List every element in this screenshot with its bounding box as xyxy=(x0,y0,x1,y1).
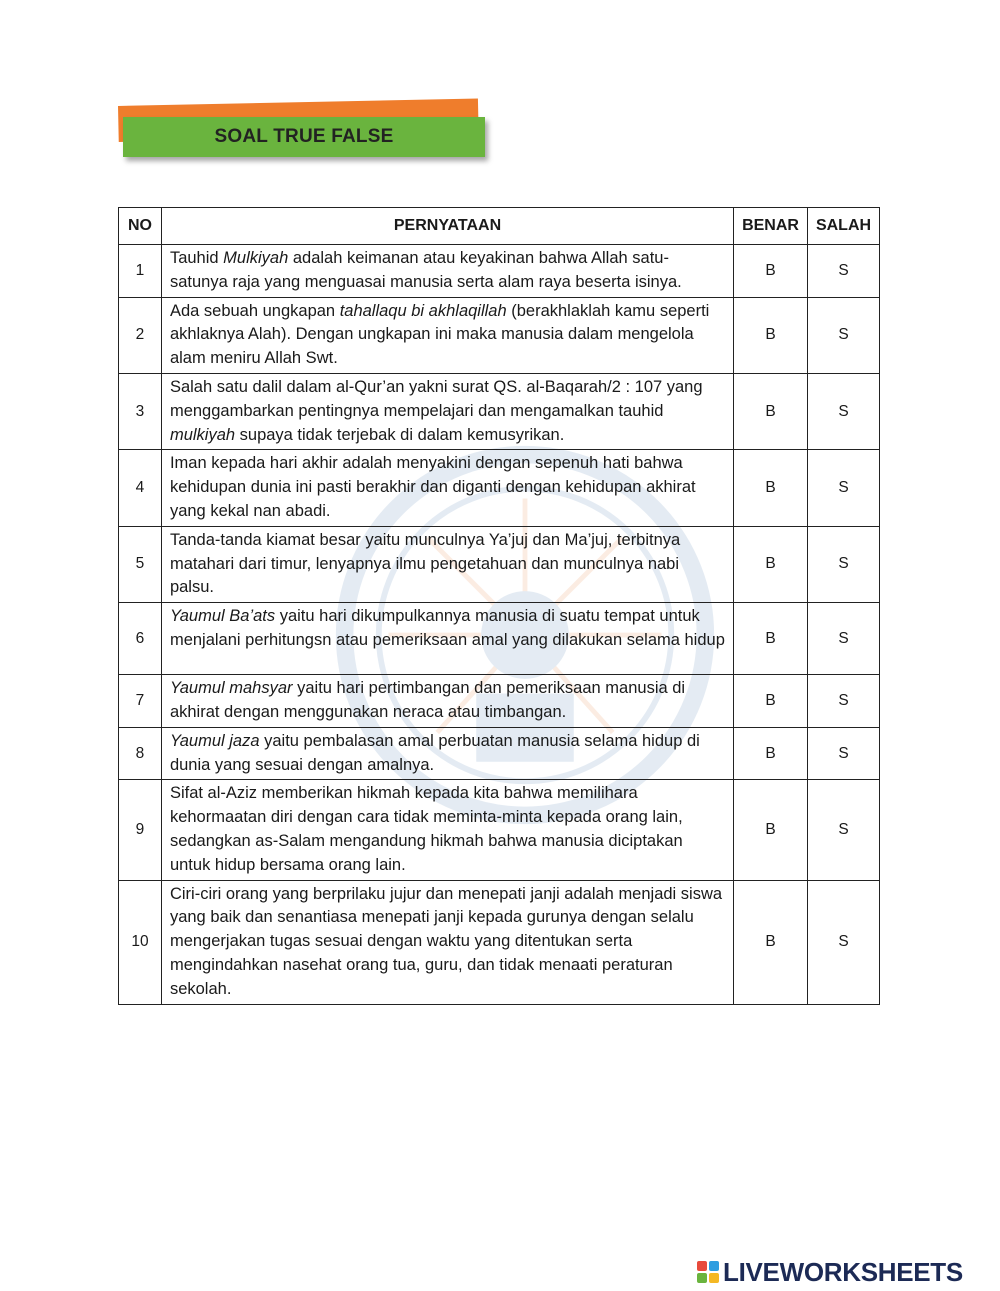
answer-benar-option[interactable]: B xyxy=(734,450,808,526)
row-number: 6 xyxy=(119,603,162,675)
row-number: 1 xyxy=(119,245,162,298)
statement-text: (berakhlaklah kamu seperti akhlaknya Alah). Dengan ungkapan ini maka manusia dalam mengelola alam meniru Allah Swt. xyxy=(169,301,710,368)
statement-italic-term: mulkiyah xyxy=(169,425,236,444)
answer-benar-option[interactable]: B xyxy=(734,880,808,1004)
statement-text: Ada sebuah ungkapan xyxy=(169,301,340,320)
statement-cell xyxy=(161,245,733,298)
answer-salah-option[interactable]: S xyxy=(808,675,880,728)
answer-salah-option[interactable]: S xyxy=(808,245,880,298)
answer-benar-option[interactable]: B xyxy=(734,245,808,298)
page-title: SOAL TRUE FALSE xyxy=(214,126,394,147)
statement-text: supaya tidak terjebak di dalam kemusyrikan. xyxy=(235,425,565,444)
row-number: 5 xyxy=(119,526,162,602)
statement-text: Tauhid xyxy=(169,249,224,267)
quiz-table xyxy=(118,207,880,1005)
row-number: 9 xyxy=(119,780,162,880)
table-row xyxy=(119,297,880,373)
statement-cell xyxy=(161,373,733,449)
answer-salah-option[interactable]: S xyxy=(808,526,880,602)
table-row xyxy=(119,373,880,449)
answer-benar-option[interactable]: B xyxy=(734,780,808,880)
table-row xyxy=(119,727,880,780)
statement-cell xyxy=(161,780,733,880)
header-statement: PERNYATAAN xyxy=(161,208,733,245)
statement-text: yaitu pembalasan amal perbuatan manusia selama hidup di dunia yang sesuai dengan amalnya. xyxy=(169,731,700,774)
table-row xyxy=(119,780,880,880)
table-row xyxy=(119,245,880,298)
row-number: 4 xyxy=(119,450,162,526)
statement-italic-term: tahallaqu bi akhlaqillah xyxy=(339,301,507,320)
title-banner xyxy=(118,104,488,164)
statement-cell xyxy=(161,675,733,728)
statement-cell xyxy=(161,526,733,602)
header-no: NO xyxy=(119,208,162,245)
header-benar: BENAR xyxy=(734,208,808,245)
row-number: 10 xyxy=(119,880,162,1004)
liveworksheets-logo-icon xyxy=(697,1261,719,1283)
answer-benar-option[interactable]: B xyxy=(734,727,808,780)
answer-salah-option[interactable]: S xyxy=(808,880,880,1004)
header-salah: SALAH xyxy=(808,208,880,245)
statement-text: Sifat al-Aziz memberikan hikmah kepada kita bahwa memilihara kehormaatan diri dengan cara tidak meminta-minta kepada orang lain, sedangkan as-Salam mengandung hikmah bahwa manusia diciptakan untuk hidup bersama orang lain. xyxy=(169,784,683,874)
statement-italic-term: Yaumul mahsyar xyxy=(169,679,293,698)
answer-salah-option[interactable]: S xyxy=(808,603,880,675)
statement-text: Iman kepada hari akhir adalah menyakini dengan sepenuh hati bahwa kehidupan dunia ini pasti berakhir dan diganti dengan kehidupan akhirat yang kekal nan abadi. xyxy=(169,454,696,520)
answer-salah-option[interactable]: S xyxy=(808,373,880,449)
table-row xyxy=(119,450,880,526)
statement-cell xyxy=(161,727,733,780)
answer-salah-option[interactable]: S xyxy=(808,450,880,526)
statement-cell xyxy=(161,450,733,526)
answer-benar-option[interactable]: B xyxy=(734,603,808,675)
table-row xyxy=(119,526,880,602)
statement-italic-term: Yaumul Ba’ats xyxy=(169,607,276,626)
statement-italic-term: Yaumul jaza xyxy=(169,731,260,750)
answer-benar-option[interactable]: B xyxy=(734,373,808,449)
statement-text: Ciri-ciri orang yang berprilaku jujur dan menepati janji adalah menjadi siswa yang baik dan senantiasa menepati janji kepada gurunya dengan selalu mengerjakan tugas sesuai dengan waktu yang ditentukan serta mengindahkan nasehat orang tua, guru, dan tidak menaati peraturan sekolah. xyxy=(169,884,723,998)
statement-cell xyxy=(161,603,733,675)
answer-benar-option[interactable]: B xyxy=(734,675,808,728)
banner-green-strip xyxy=(123,117,485,157)
table-header-row xyxy=(119,208,880,245)
answer-benar-option[interactable]: B xyxy=(734,297,808,373)
table-row xyxy=(119,880,880,1004)
statement-text: Salah satu dalil dalam al-Qur’an yakni surat QS. al-Baqarah/2 : 107 yang menggambarkan pentingnya mempelajari dan mengamalkan tauhid xyxy=(169,377,703,420)
table-row xyxy=(119,675,880,728)
statement-cell xyxy=(161,297,733,373)
statement-text: adalah keimanan atau keyakinan bahwa Allah satu-satunya raja yang menguasai manusia serta alam raya beserta isinya. xyxy=(169,249,682,291)
row-number: 3 xyxy=(119,373,162,449)
statement-text: Tanda-tanda kiamat besar yaitu munculnya Ya’juj dan Ma’juj, terbitnya matahari dari timur, lenyapnya ilmu pengetahuan dan munculnya nabi palsu. xyxy=(169,530,681,597)
statement-text: yaitu hari pertimbangan dan pemeriksaan manusia di akhirat dengan menggunakan neraca atau timbangan. xyxy=(169,679,686,721)
liveworksheets-logo xyxy=(697,1258,993,1286)
table-row xyxy=(119,603,880,675)
answer-benar-option[interactable]: B xyxy=(734,526,808,602)
answer-salah-option[interactable]: S xyxy=(808,780,880,880)
row-number: 2 xyxy=(119,297,162,373)
brand-name: LIVEWORKSHEETS xyxy=(723,1256,963,1287)
row-number: 7 xyxy=(119,675,162,728)
statement-italic-term: Mulkiyah xyxy=(223,249,289,267)
row-number: 8 xyxy=(119,727,162,780)
statement-cell xyxy=(161,880,733,1004)
answer-salah-option[interactable]: S xyxy=(808,297,880,373)
answer-salah-option[interactable]: S xyxy=(808,727,880,780)
statement-text: yaitu hari dikumpulkannya manusia di suatu tempat untuk menjalani perhitungsn atau pemeriksaan amal yang dilakukan selama hidup xyxy=(169,607,725,649)
